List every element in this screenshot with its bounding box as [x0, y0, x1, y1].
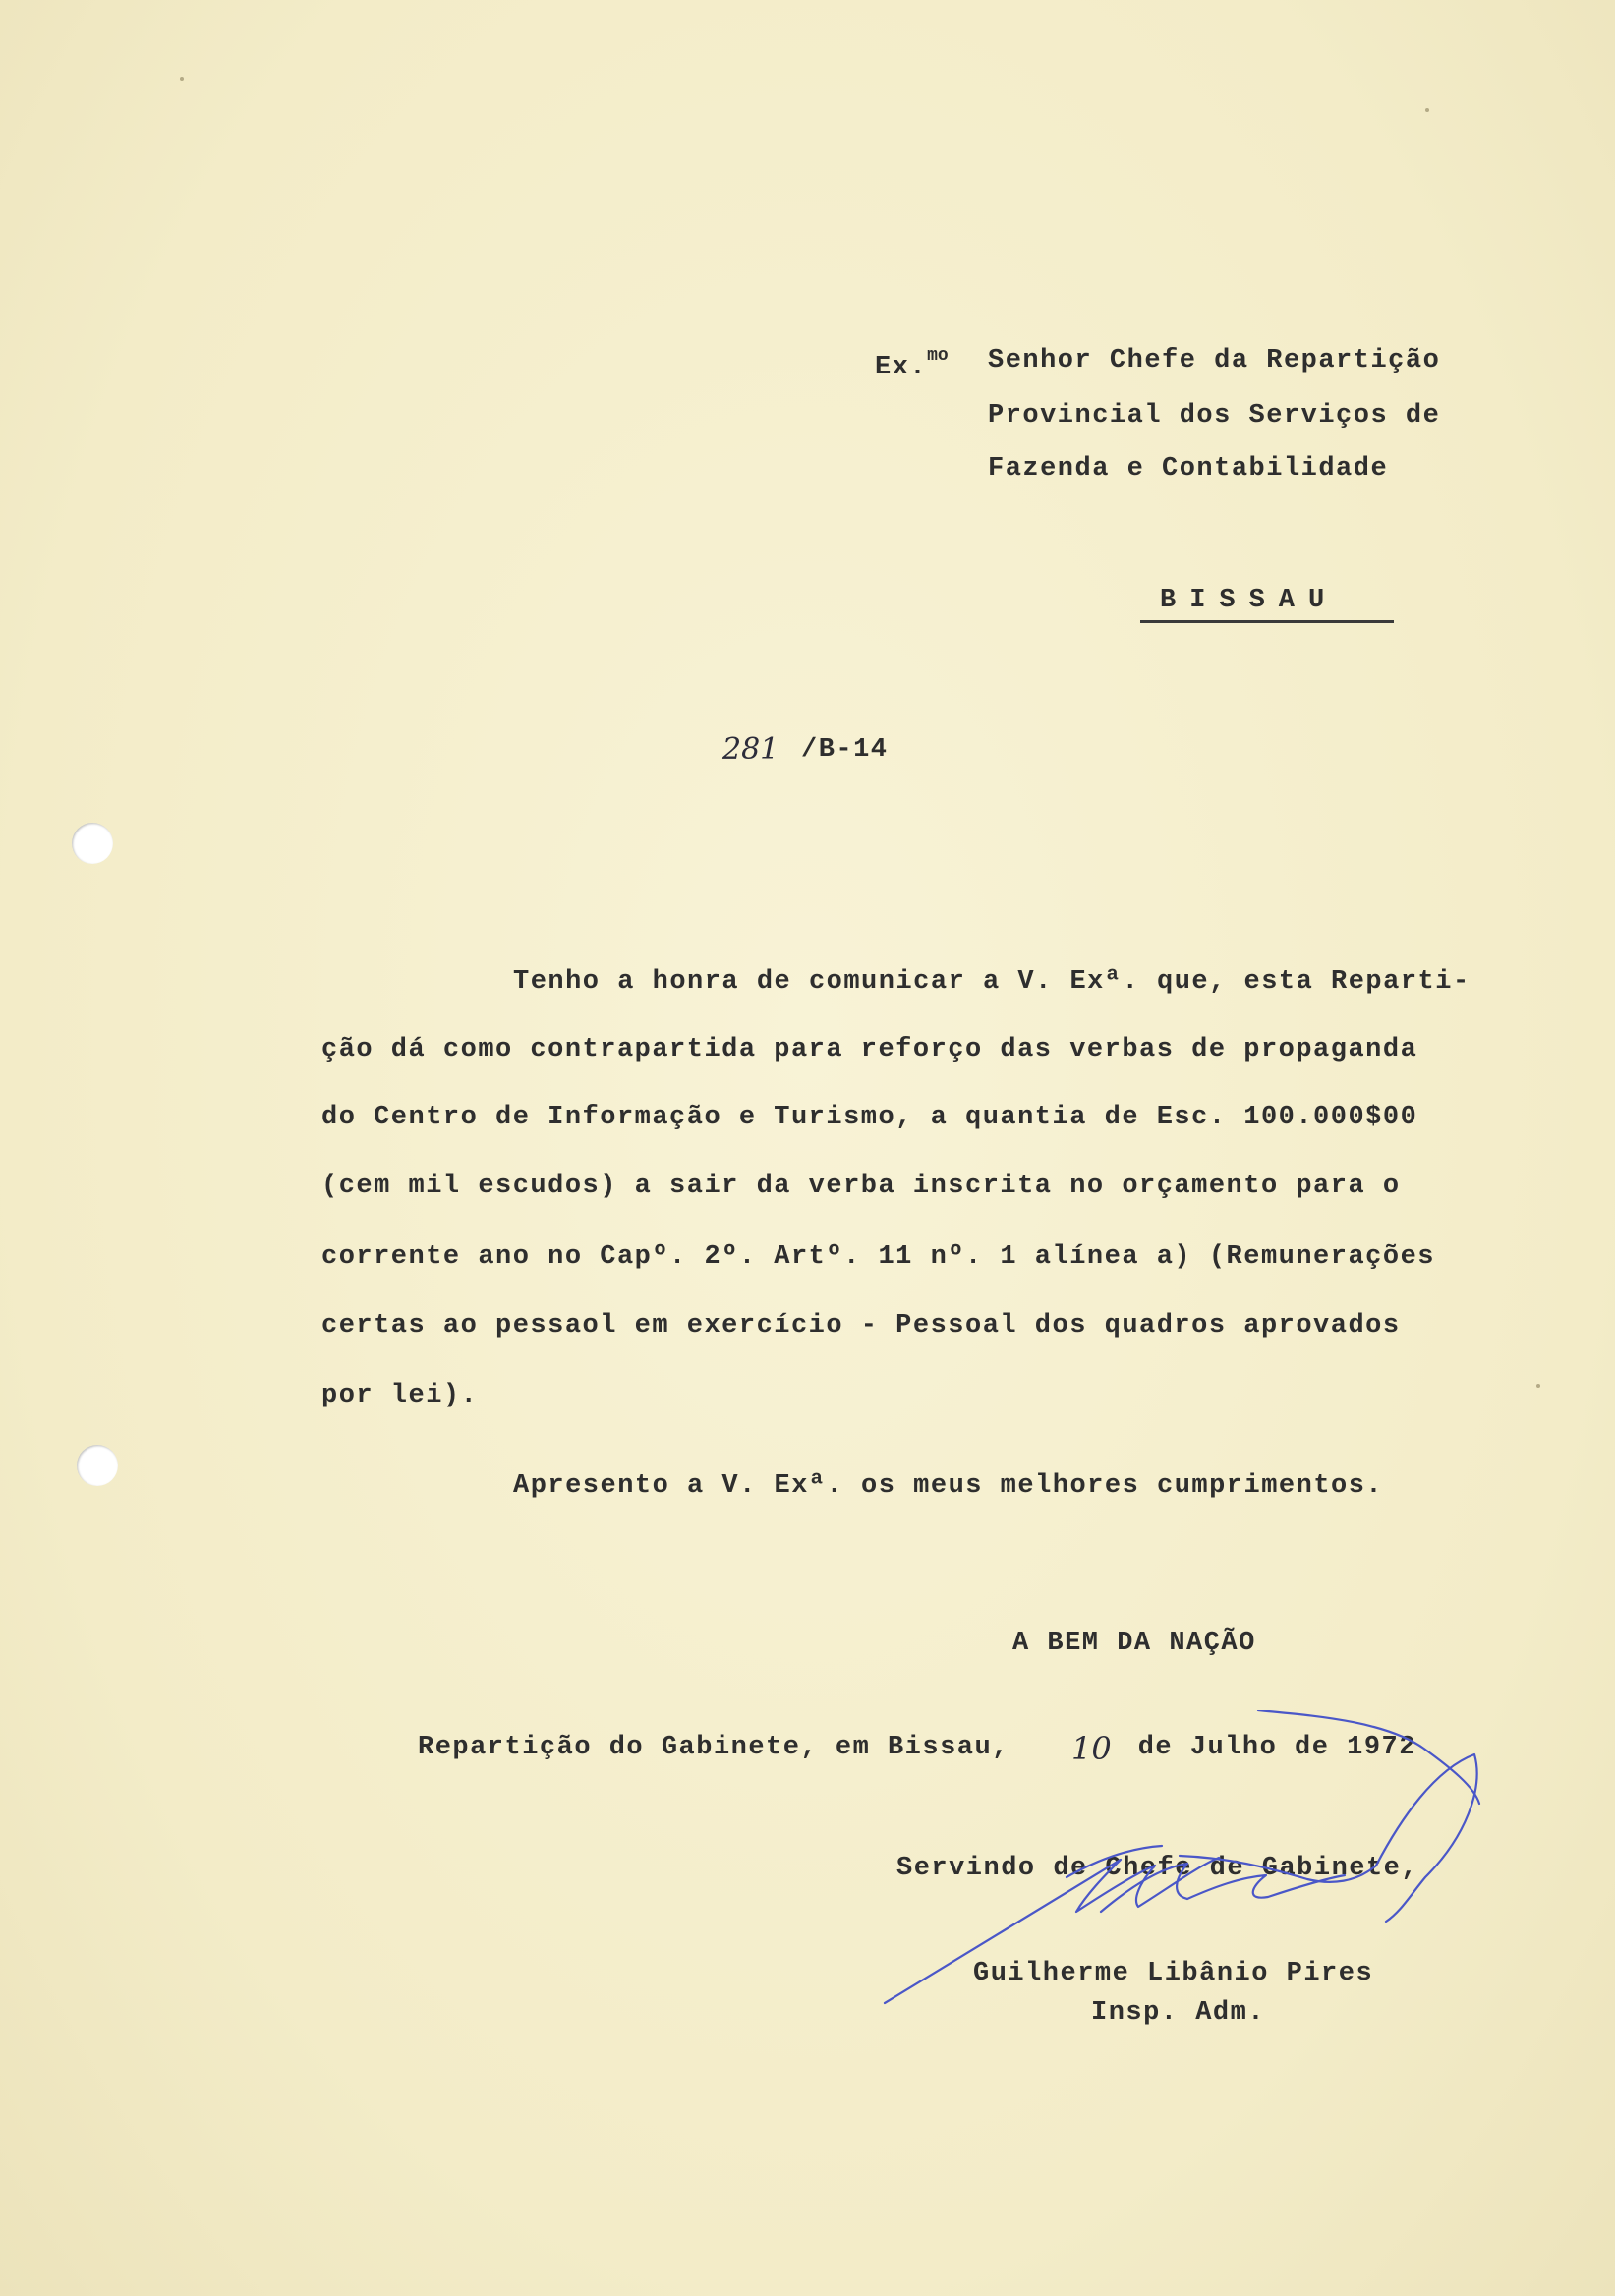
- body-line-3: do Centro de Informação e Turismo, a quantia de Esc. 100.000$00: [321, 1103, 1418, 1132]
- date-day: 10: [1071, 1730, 1112, 1767]
- reference-code: /B-14: [801, 735, 889, 765]
- recipient-line-3: Fazenda e Contabilidade: [988, 454, 1389, 484]
- body-line-2: ção dá como contrapartida para reforço das verbas de propaganda: [321, 1035, 1418, 1064]
- salute: A BEM DA NAÇÃO: [1012, 1629, 1256, 1658]
- body-line-6: certas ao pessaol em exercício - Pessoal dos quadros aprovados: [321, 1311, 1401, 1341]
- recipient-city: BISSAU: [1160, 586, 1339, 615]
- recipient-line-1: Senhor Chefe da Repartição: [988, 346, 1441, 375]
- signer-title: Insp. Adm.: [1091, 1998, 1266, 2028]
- body-line-4: (cem mil escudos) a sair da verba inscrita no orçamento para o: [321, 1172, 1401, 1201]
- paper-speck: [1425, 108, 1429, 112]
- punch-hole-top: [72, 823, 113, 864]
- closing-line: Apresento a V. Exª. os meus melhores cumprimentos.: [513, 1471, 1384, 1501]
- recipient-salutation: Ex.$^{mo}$: [875, 346, 949, 382]
- place-date-prefix: Repartição do Gabinete, em Bissau,: [418, 1733, 1009, 1762]
- paper-speck: [1536, 1384, 1540, 1388]
- city-underline: [1140, 620, 1394, 623]
- recipient-line-2: Provincial dos Serviços de: [988, 401, 1441, 430]
- place-date-suffix: de Julho de 1972: [1121, 1733, 1416, 1762]
- signer-name: Guilherme Libânio Pires: [973, 1959, 1374, 1988]
- recipient-salutation-sup: mo: [927, 346, 949, 366]
- handwritten-signature: [875, 1710, 1504, 2015]
- body-line-1: Tenho a honra de comunicar a V. Exª. que, esta Reparti-: [513, 967, 1471, 997]
- body-line-7: por lei).: [321, 1381, 479, 1410]
- paper-speck: [180, 77, 184, 81]
- reference-number: 281: [722, 732, 779, 767]
- body-line-5: corrente ano no Capº. 2º. Artº. 11 nº. 1 alínea a) (Remunerações: [321, 1242, 1435, 1272]
- signer-role: Servindo de Chefe de Gabinete,: [896, 1854, 1419, 1883]
- punch-hole-bottom: [77, 1445, 118, 1486]
